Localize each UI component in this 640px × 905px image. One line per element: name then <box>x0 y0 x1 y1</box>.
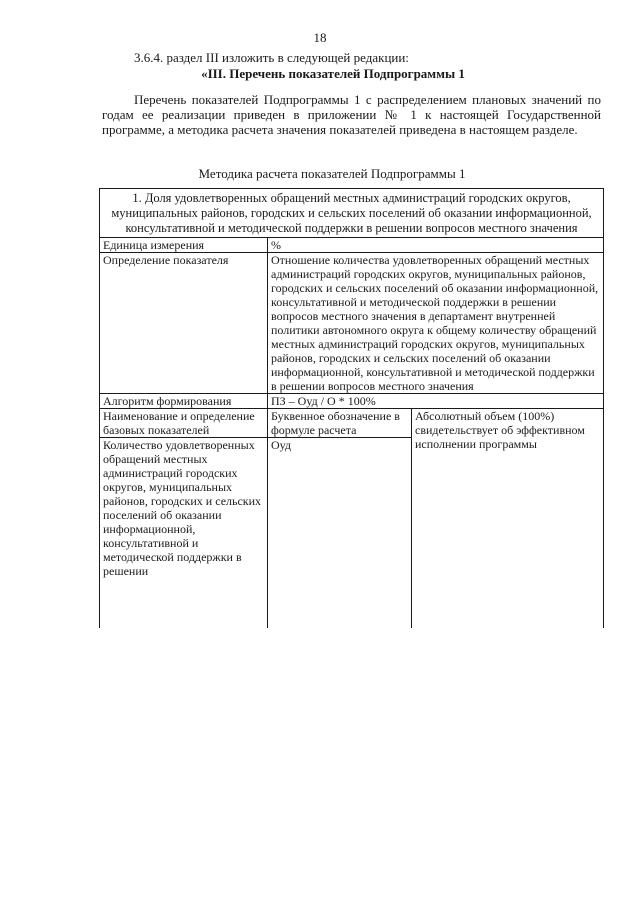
table-row <box>100 394 604 409</box>
algorithm-value: ПЗ – Оуд / О * 100% <box>268 394 604 409</box>
evaluation-note: Абсолютный объем (100%) свидетельствует об эффективном исполнении программы <box>412 409 604 628</box>
unit-label: Единица измерения <box>100 238 268 253</box>
table-row <box>100 409 604 438</box>
base-symbol: Оуд <box>268 438 412 628</box>
method-title: Методика расчета показателей Подпрограммы 1 <box>198 166 466 181</box>
unit-value: % <box>268 238 604 253</box>
table-row <box>100 189 604 238</box>
definition-value: Отношение количества удовлетворенных обращений местных администраций городских округов, муниципальных районов, городских и сельских поселений об оказании информационной, консультативной и методической поддержки в решении вопросов местного значения в департамент внутренней политики автономного округа к общему количеству обращений местных администраций городских округов, муниципальных районов, городских и сельских поселений об оказании информационной, консультативной и методической поддержки в решении вопросов местного значения <box>268 253 604 394</box>
algorithm-label: Алгоритм формирования <box>100 394 268 409</box>
page-number: 18 <box>313 30 327 45</box>
base-name: Количество удовлетворенных обращений местных администраций городских округов, муниципальных районов, городских и сельских поселений об оказании информационной, консультативной и методической поддержки в решении <box>100 438 268 628</box>
base-header: Наименование и определение базовых показателей <box>100 409 268 438</box>
table-row <box>100 238 604 253</box>
section-heading: «III. Перечень показателей Подпрограммы 1 <box>201 66 465 81</box>
amendment-line: 3.6.4. раздел III изложить в следующей редакции: <box>134 50 409 65</box>
indicator-title: 1. Доля удовлетворенных обращений местных администраций городских округов, муниципальных районов, городских и сельских поселений об оказании информационной, консультативной и методической поддержки в решении вопросов местного значения <box>100 189 604 238</box>
definition-label: Определение показателя <box>100 253 268 394</box>
table-row <box>100 253 604 394</box>
intro-paragraph: Перечень показателей Подпрограммы 1 с распределением плановых значений по годам ее реализации приведен в приложении № 1 к настоящей Государственной программе, а методика расчета значения показателей приведена в настоящем разделе. <box>102 92 601 137</box>
symbol-header: Буквенное обозначение в формуле расчета <box>268 409 412 438</box>
indicator-table <box>99 188 603 628</box>
